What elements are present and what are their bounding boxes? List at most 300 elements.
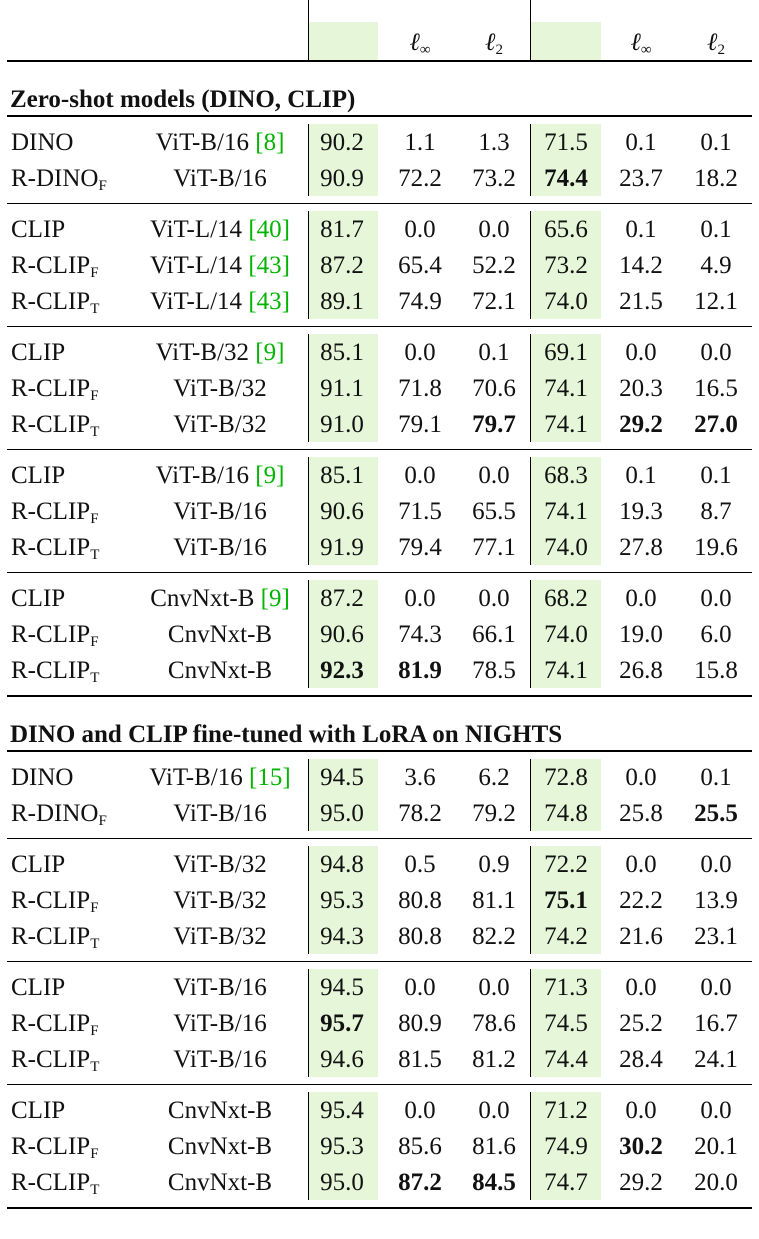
ell-symbol: ℓ (409, 29, 420, 56)
clean-column-shading (531, 22, 601, 60)
value-cell: 72.8 (544, 764, 588, 791)
column-separator (308, 846, 309, 954)
value-cell: 23.7 (619, 165, 663, 192)
value-cell: 29.2 (619, 1169, 663, 1196)
value-cell: 85.6 (398, 1133, 442, 1160)
value-cell: 92.3 (320, 657, 364, 684)
value-cell: 74.2 (544, 923, 588, 950)
column-separator (530, 457, 531, 565)
value-cell: 26.8 (619, 657, 663, 684)
value-cell: 70.6 (472, 375, 516, 402)
value-cell: 27.0 (694, 411, 738, 438)
method-name: R-CLIP (11, 657, 91, 684)
method-name: R-CLIP (11, 887, 91, 914)
value-cell: 90.6 (320, 498, 364, 525)
value-cell: 0.0 (404, 339, 436, 366)
value-cell: 6.2 (478, 764, 510, 791)
value-cell: 91.9 (320, 534, 364, 561)
value-cell: 79.1 (398, 411, 442, 438)
value-cell: 91.1 (320, 375, 364, 402)
method-name: R-CLIP (11, 288, 91, 315)
value-cell: 66.1 (472, 621, 516, 648)
encoder-name: ViT-L/14 (150, 288, 249, 315)
method-cell (11, 463, 65, 488)
value-cell: 0.0 (404, 585, 436, 612)
method-name: CLIP (11, 216, 66, 243)
block-rule (7, 203, 752, 204)
method-name: DINO (11, 764, 74, 791)
value-cell: 0.1 (700, 462, 732, 489)
method-name: R-CLIP (11, 252, 91, 279)
value-cell: 91.0 (320, 411, 364, 438)
value-cell: 81.1 (472, 887, 516, 914)
encoder-cell (173, 975, 266, 1000)
value-cell: 68.3 (544, 462, 588, 489)
value-cell: 0.0 (700, 585, 732, 612)
method-cell (11, 1169, 100, 1198)
method-name: CLIP (11, 851, 66, 878)
encoder-cell (168, 622, 272, 647)
method-name: R-CLIP (11, 1133, 91, 1160)
value-cell: 84.5 (472, 1169, 516, 1196)
section-rule (7, 115, 752, 117)
method-subscript: F (90, 265, 99, 281)
value-cell: 81.7 (320, 216, 364, 243)
method-subscript: F (98, 813, 107, 829)
value-cell: 16.5 (694, 375, 738, 402)
value-cell: 3.6 (404, 764, 436, 791)
method-cell (11, 165, 107, 194)
value-cell: 87.2 (320, 585, 364, 612)
value-cell: 1.3 (478, 129, 510, 156)
value-cell: 95.4 (320, 1097, 364, 1124)
value-cell: 94.5 (320, 974, 364, 1001)
value-cell: 79.4 (398, 534, 442, 561)
column-separator (308, 0, 309, 60)
ell-symbol: ℓ (485, 29, 496, 56)
encoder-name: ViT-B/32 (173, 923, 267, 950)
value-cell: 20.1 (694, 1133, 738, 1160)
column-separator (530, 1092, 531, 1200)
method-subscript: F (90, 388, 99, 404)
encoder-name: CnvNxt-B (167, 1169, 273, 1196)
value-cell: 85.1 (320, 339, 364, 366)
encoder-cell (173, 852, 266, 877)
encoder-name: CnvNxt-B (150, 585, 261, 612)
value-cell: 0.0 (700, 851, 732, 878)
value-cell: 90.6 (320, 621, 364, 648)
value-cell: 0.1 (625, 129, 657, 156)
citation-link[interactable]: [15] (249, 764, 291, 791)
citation-link[interactable]: [9] (255, 462, 285, 489)
encoder-cell (150, 289, 290, 314)
value-cell: 74.0 (544, 621, 588, 648)
method-name: R-CLIP (11, 923, 91, 950)
section-bottom-rule (7, 1207, 752, 1209)
value-cell: 74.1 (544, 411, 588, 438)
method-cell (11, 130, 74, 155)
value-cell: 0.0 (625, 851, 657, 878)
header-linf (630, 29, 652, 58)
method-cell (11, 1133, 99, 1162)
value-cell: 95.3 (320, 887, 364, 914)
value-cell: 94.6 (320, 1046, 364, 1073)
value-cell: 69.1 (544, 339, 588, 366)
value-cell: 74.1 (544, 657, 588, 684)
norm-subscript: ∞ (640, 42, 652, 58)
value-cell: 74.4 (544, 165, 588, 192)
citation-link[interactable]: [8] (255, 129, 285, 156)
value-cell: 74.1 (544, 375, 588, 402)
method-subscript: F (90, 511, 99, 527)
column-separator (308, 334, 309, 442)
method-subscript: T (90, 301, 100, 317)
value-cell: 19.6 (694, 534, 738, 561)
value-cell: 65.4 (398, 252, 442, 279)
value-cell: 22.2 (619, 887, 663, 914)
value-cell: 21.5 (619, 288, 663, 315)
header-l2 (485, 29, 503, 58)
encoder-name: ViT-B/16 (155, 462, 256, 489)
value-cell: 72.2 (398, 165, 442, 192)
encoder-name: ViT-B/16 (173, 498, 267, 525)
value-cell: 94.5 (320, 764, 364, 791)
value-cell: 71.5 (544, 129, 588, 156)
value-cell: 8.7 (700, 498, 732, 525)
section-title: DINO and CLIP fine-tuned with LoRA on NIGHTS (10, 721, 563, 748)
value-cell: 19.0 (619, 621, 663, 648)
method-name: CLIP (11, 462, 66, 489)
method-cell (11, 1046, 100, 1075)
column-separator (530, 334, 531, 442)
method-name: CLIP (11, 339, 66, 366)
column-separator (530, 580, 531, 688)
method-subscript: T (90, 1182, 100, 1198)
method-name: R-CLIP (11, 534, 91, 561)
encoder-cell (173, 535, 266, 560)
value-cell: 0.0 (478, 1097, 510, 1124)
value-cell: 74.3 (398, 621, 442, 648)
method-name: CLIP (11, 1097, 66, 1124)
value-cell: 87.2 (320, 252, 364, 279)
column-separator (530, 0, 531, 60)
column-separator (308, 969, 309, 1077)
method-cell (11, 288, 100, 317)
value-cell: 0.0 (404, 462, 436, 489)
value-cell: 74.8 (544, 800, 588, 827)
value-cell: 0.0 (478, 974, 510, 1001)
value-cell: 0.1 (700, 129, 732, 156)
value-cell: 0.0 (700, 1097, 732, 1124)
method-name: R-DINO (11, 800, 99, 827)
encoder-cell (173, 924, 266, 949)
value-cell: 95.0 (320, 800, 364, 827)
encoder-cell (168, 1098, 272, 1123)
method-cell (11, 621, 99, 650)
method-name: R-DINO (11, 165, 99, 192)
value-cell: 0.0 (478, 216, 510, 243)
method-cell (11, 217, 65, 242)
value-cell: 20.0 (694, 1169, 738, 1196)
encoder-name: ViT-B/16 (173, 534, 267, 561)
value-cell: 65.5 (472, 498, 516, 525)
method-subscript: T (90, 670, 100, 686)
value-cell: 80.9 (398, 1010, 442, 1037)
encoder-cell (173, 888, 266, 913)
header-l2 (707, 29, 725, 58)
value-cell: 52.2 (472, 252, 516, 279)
value-cell: 74.0 (544, 288, 588, 315)
method-cell (11, 534, 100, 563)
encoder-name: ViT-B/16 (173, 1046, 267, 1073)
method-name: R-CLIP (11, 498, 91, 525)
value-cell: 0.1 (700, 216, 732, 243)
encoder-cell (173, 1047, 266, 1072)
citation-link[interactable]: [40] (248, 216, 290, 243)
value-cell: 74.4 (544, 1046, 588, 1073)
value-cell: 15.8 (694, 657, 738, 684)
value-cell: 73.2 (472, 165, 516, 192)
norm-subscript: 2 (495, 42, 503, 58)
method-subscript: F (90, 900, 99, 916)
value-cell: 14.2 (619, 252, 663, 279)
column-separator (308, 580, 309, 688)
header-linf (409, 29, 431, 58)
method-name: R-CLIP (11, 411, 91, 438)
method-cell (11, 586, 65, 611)
method-cell (11, 852, 65, 877)
method-subscript: F (90, 1146, 99, 1162)
encoder-cell (150, 586, 290, 611)
method-cell (11, 1098, 65, 1123)
column-separator (308, 457, 309, 565)
value-cell: 72.2 (544, 851, 588, 878)
value-cell: 72.1 (472, 288, 516, 315)
value-cell: 71.2 (544, 1097, 588, 1124)
value-cell: 74.5 (544, 1010, 588, 1037)
column-separator (308, 124, 309, 196)
encoder-cell (173, 499, 266, 524)
value-cell: 13.9 (694, 887, 738, 914)
encoder-cell (173, 1011, 266, 1036)
value-cell: 0.0 (404, 974, 436, 1001)
encoder-cell (168, 1170, 272, 1195)
value-cell: 27.8 (619, 534, 663, 561)
value-cell: 0.0 (700, 339, 732, 366)
value-cell: 95.0 (320, 1169, 364, 1196)
encoder-cell (173, 801, 266, 826)
value-cell: 0.0 (404, 1097, 436, 1124)
value-cell: 0.0 (625, 585, 657, 612)
method-cell (11, 765, 74, 790)
encoder-cell (156, 463, 285, 488)
value-cell: 74.9 (398, 288, 442, 315)
column-separator (308, 1092, 309, 1200)
value-cell: 21.6 (619, 923, 663, 950)
encoder-name: ViT-B/32 (173, 375, 267, 402)
value-cell: 0.0 (404, 216, 436, 243)
value-cell: 90.9 (320, 165, 364, 192)
value-cell: 87.2 (398, 1169, 442, 1196)
value-cell: 0.0 (625, 764, 657, 791)
encoder-name: ViT-B/16 (173, 800, 267, 827)
encoder-cell (156, 340, 285, 365)
citation-link[interactable]: [43] (248, 252, 290, 279)
encoder-name: CnvNxt-B (167, 1097, 273, 1124)
encoder-name: ViT-L/14 (150, 252, 249, 279)
column-separator (308, 759, 309, 831)
encoder-cell (156, 130, 285, 155)
value-cell: 77.1 (472, 534, 516, 561)
clean-column-shading (309, 22, 378, 60)
method-cell (11, 923, 100, 952)
block-rule (7, 1084, 752, 1085)
value-cell: 81.2 (472, 1046, 516, 1073)
encoder-name: ViT-B/16 (173, 974, 267, 1001)
value-cell: 85.1 (320, 462, 364, 489)
method-name: R-CLIP (11, 1046, 91, 1073)
value-cell: 19.3 (619, 498, 663, 525)
value-cell: 25.5 (694, 800, 738, 827)
value-cell: 90.2 (320, 129, 364, 156)
method-cell (11, 252, 99, 281)
value-cell: 73.2 (544, 252, 588, 279)
value-cell: 28.4 (619, 1046, 663, 1073)
header-rule (7, 60, 752, 62)
norm-subscript: ∞ (419, 42, 431, 58)
value-cell: 81.9 (398, 657, 442, 684)
value-cell: 71.8 (398, 375, 442, 402)
encoder-name: ViT-B/16 (173, 165, 267, 192)
value-cell: 0.0 (625, 1097, 657, 1124)
method-cell (11, 375, 99, 404)
value-cell: 74.7 (544, 1169, 588, 1196)
citation-link[interactable]: [9] (255, 339, 285, 366)
value-cell: 94.8 (320, 851, 364, 878)
value-cell: 30.2 (619, 1133, 663, 1160)
method-subscript: T (90, 424, 100, 440)
method-cell (11, 1010, 99, 1039)
encoder-name: ViT-B/32 (155, 339, 256, 366)
value-cell: 78.6 (472, 1010, 516, 1037)
encoder-cell (168, 658, 272, 683)
citation-link[interactable]: [43] (248, 288, 290, 315)
method-cell (11, 975, 65, 1000)
value-cell: 0.0 (625, 339, 657, 366)
column-separator (530, 211, 531, 319)
value-cell: 80.8 (398, 923, 442, 950)
value-cell: 25.8 (619, 800, 663, 827)
method-subscript: F (98, 178, 107, 194)
encoder-name: ViT-B/32 (173, 887, 267, 914)
value-cell: 74.9 (544, 1133, 588, 1160)
encoder-name: CnvNxt-B (167, 657, 273, 684)
value-cell: 78.5 (472, 657, 516, 684)
method-cell (11, 340, 65, 365)
value-cell: 18.2 (694, 165, 738, 192)
value-cell: 94.3 (320, 923, 364, 950)
value-cell: 71.5 (398, 498, 442, 525)
citation-link[interactable]: [9] (260, 585, 290, 612)
block-rule (7, 326, 752, 327)
encoder-name: ViT-B/16 (173, 1010, 267, 1037)
value-cell: 29.2 (619, 411, 663, 438)
value-cell: 12.1 (694, 288, 738, 315)
section-rule (7, 750, 752, 752)
value-cell: 23.1 (694, 923, 738, 950)
value-cell: 25.2 (619, 1010, 663, 1037)
block-rule (7, 449, 752, 450)
method-cell (11, 411, 100, 440)
value-cell: 81.5 (398, 1046, 442, 1073)
encoder-cell (150, 253, 290, 278)
encoder-name: ViT-L/14 (150, 216, 249, 243)
value-cell: 75.1 (544, 887, 588, 914)
method-subscript: T (90, 1059, 100, 1075)
value-cell: 6.0 (700, 621, 732, 648)
encoder-cell (168, 1134, 272, 1159)
value-cell: 80.8 (398, 887, 442, 914)
value-cell: 95.7 (320, 1010, 364, 1037)
method-subscript: T (90, 936, 100, 952)
value-cell: 68.2 (544, 585, 588, 612)
method-cell (11, 657, 100, 686)
method-name: DINO (11, 129, 74, 156)
method-cell (11, 887, 99, 916)
value-cell: 89.1 (320, 288, 364, 315)
value-cell: 74.0 (544, 534, 588, 561)
value-cell: 79.2 (472, 800, 516, 827)
encoder-name: CnvNxt-B (167, 621, 273, 648)
value-cell: 1.1 (404, 129, 436, 156)
block-rule (7, 838, 752, 839)
value-cell: 0.1 (625, 216, 657, 243)
encoder-cell (150, 217, 290, 242)
value-cell: 79.7 (472, 411, 516, 438)
encoder-cell (173, 166, 266, 191)
method-subscript: T (90, 547, 100, 563)
value-cell: 0.5 (404, 851, 436, 878)
ell-symbol: ℓ (630, 29, 641, 56)
value-cell: 81.6 (472, 1133, 516, 1160)
encoder-name: ViT-B/16 (149, 764, 250, 791)
value-cell: 0.0 (478, 585, 510, 612)
column-separator (530, 759, 531, 831)
method-cell (11, 498, 99, 527)
method-name: R-CLIP (11, 621, 91, 648)
method-subscript: F (90, 634, 99, 650)
encoder-cell (173, 412, 266, 437)
value-cell: 0.1 (625, 462, 657, 489)
value-cell: 0.9 (478, 851, 510, 878)
value-cell: 95.3 (320, 1133, 364, 1160)
encoder-name: CnvNxt-B (167, 1133, 273, 1160)
column-separator (530, 969, 531, 1077)
value-cell: 65.6 (544, 216, 588, 243)
value-cell: 0.0 (478, 462, 510, 489)
ell-symbol: ℓ (707, 29, 718, 56)
value-cell: 74.1 (544, 498, 588, 525)
value-cell: 78.2 (398, 800, 442, 827)
norm-subscript: 2 (717, 42, 725, 58)
block-rule (7, 961, 752, 962)
method-subscript: F (90, 1023, 99, 1039)
column-separator (530, 124, 531, 196)
method-name: CLIP (11, 585, 66, 612)
value-cell: 4.9 (700, 252, 732, 279)
method-cell (11, 800, 107, 829)
method-name: CLIP (11, 974, 66, 1001)
